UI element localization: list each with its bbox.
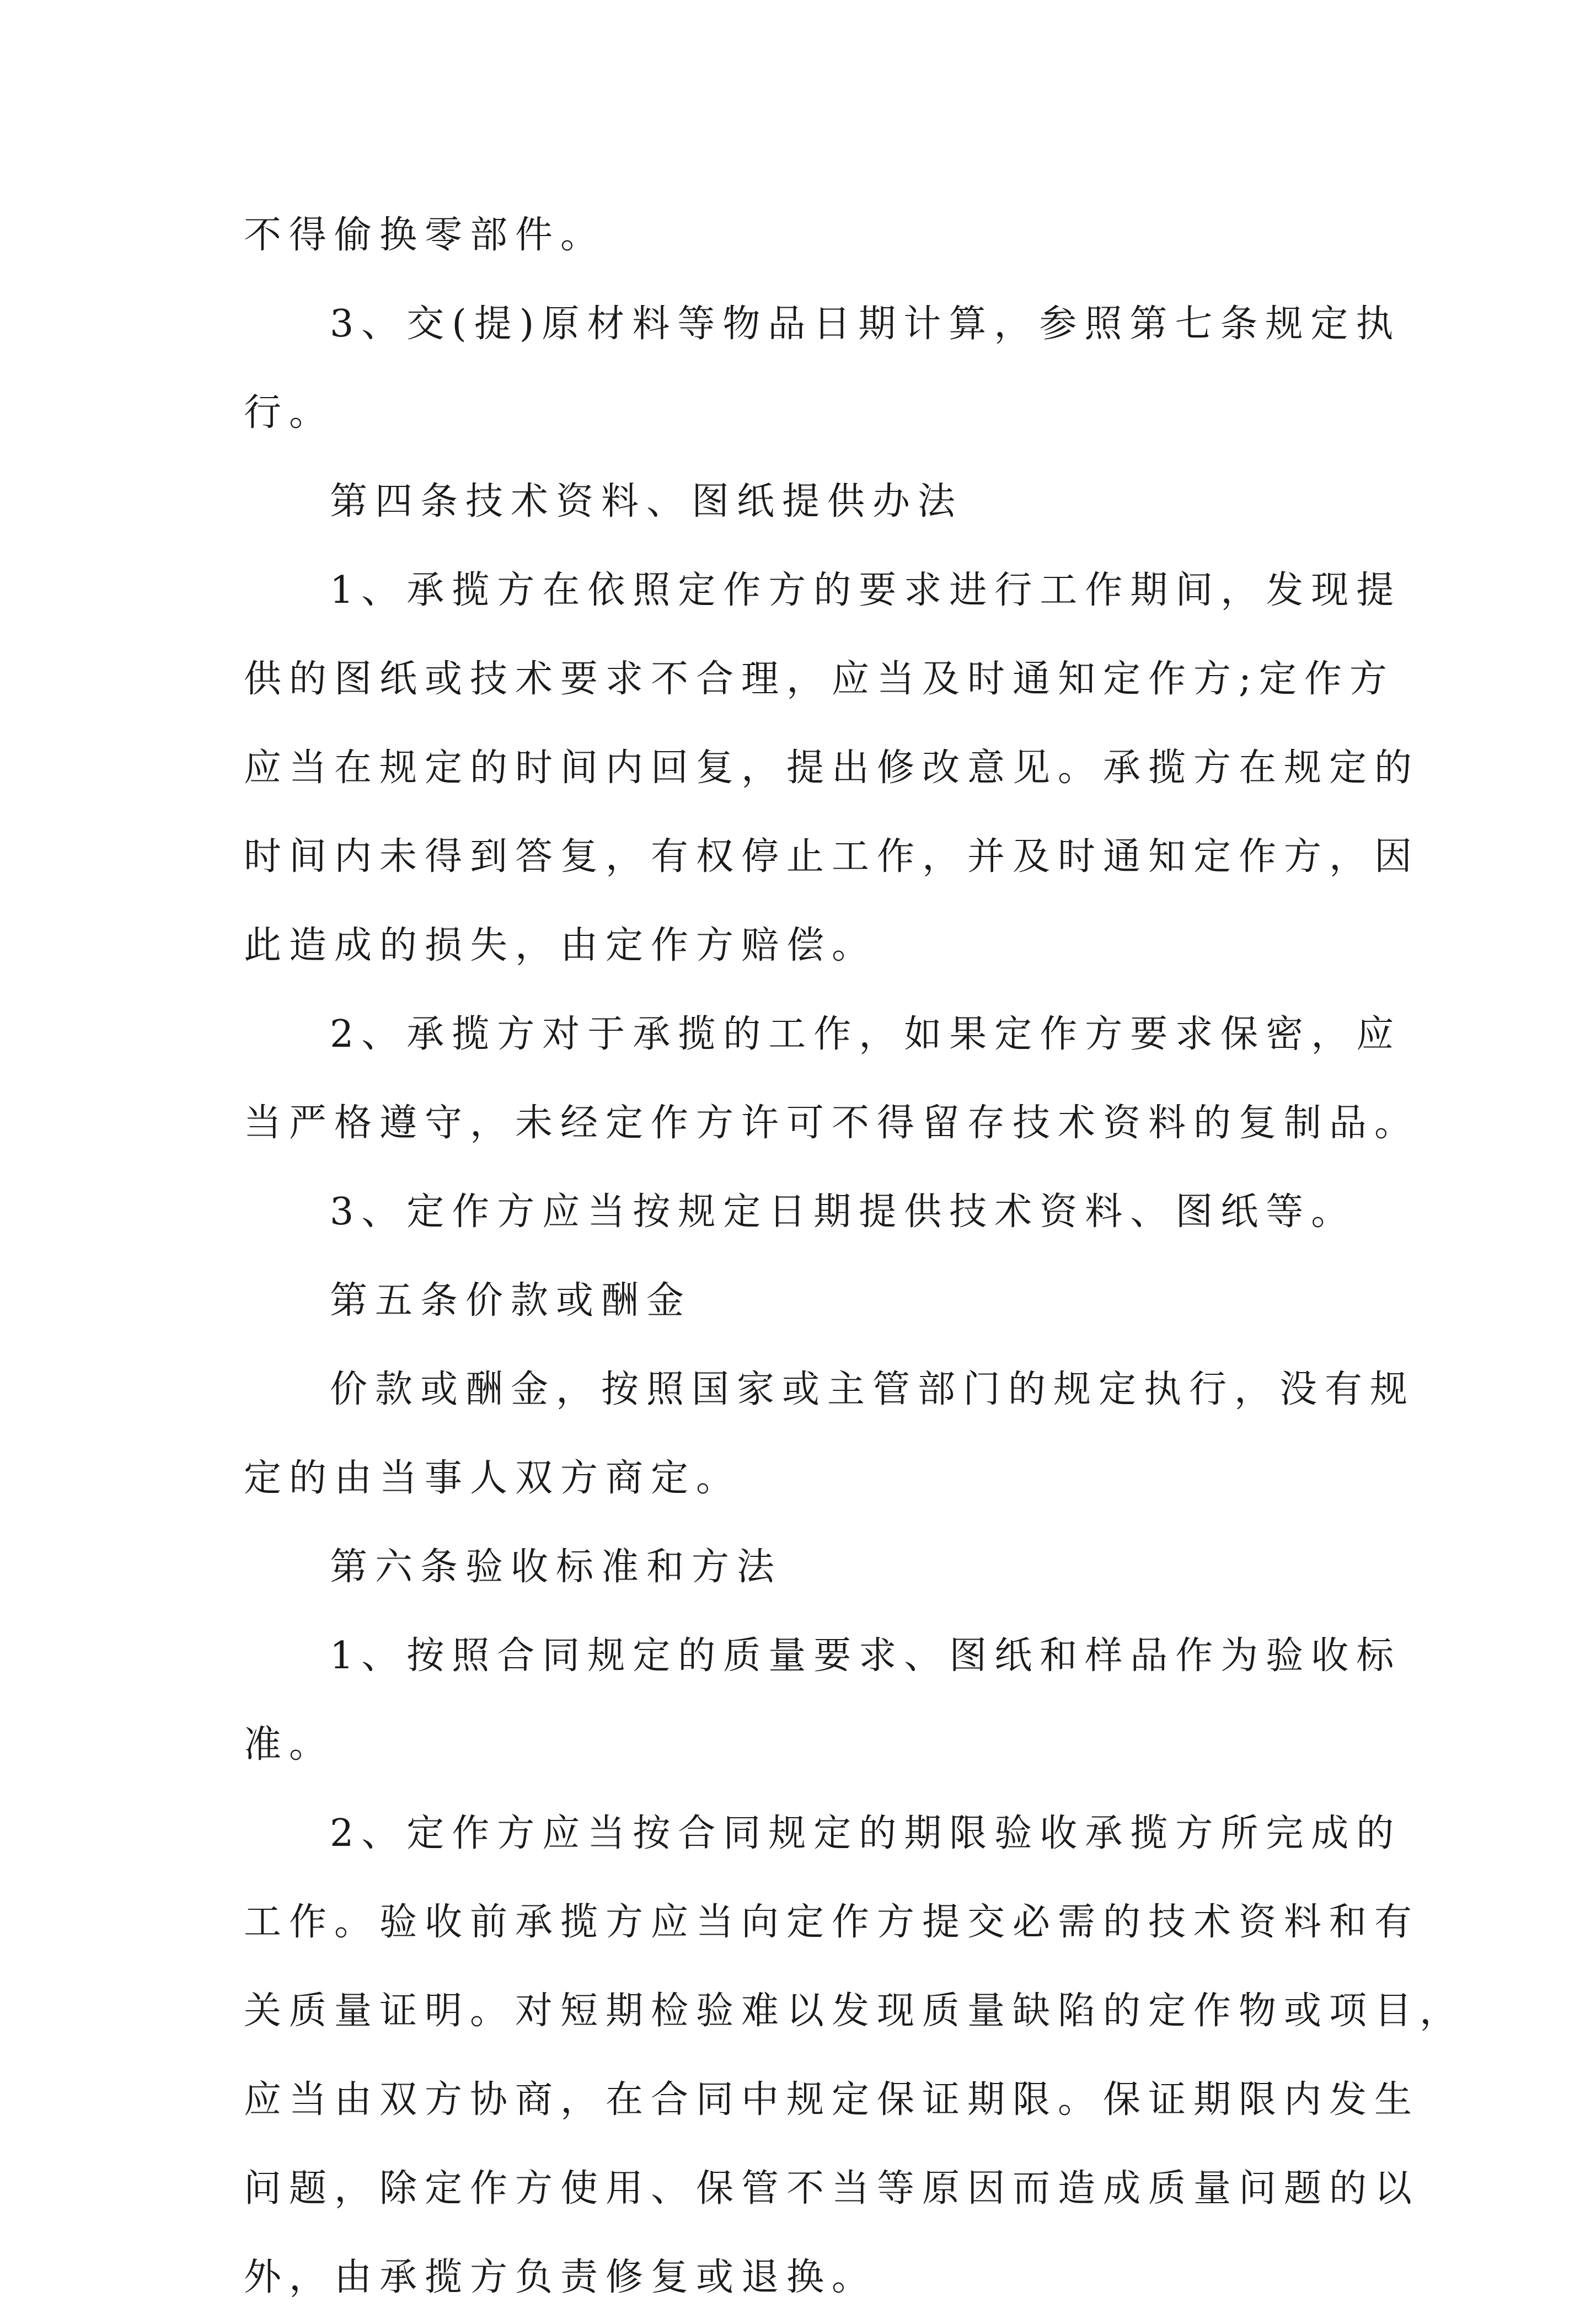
text-line: 价款或酬金，按照国家或主管部门的规定执行，没有规 <box>330 1368 1416 1411</box>
section-heading: 第五条价款或酬金 <box>330 1279 692 1322</box>
text-line: 2、定作方应当按合同规定的期限验收承揽方所完成的 <box>330 1812 1402 1855</box>
text-line: 应当由双方协商，在合同中规定保证期限。保证期限内发生 <box>244 2078 1420 2122</box>
text-line: 准。 <box>244 1723 335 1766</box>
text-line: 3、定作方应当按规定日期提供技术资料、图纸等。 <box>330 1190 1357 1234</box>
text-line: 时间内未得到答复，有权停止工作，并及时通知定作方，因 <box>244 835 1420 879</box>
text-line: 3、交(提)原材料等物品日期计算，参照第七条规定执 <box>330 302 1401 346</box>
section-heading: 第六条验收标准和方法 <box>330 1545 783 1589</box>
text-line: 问题，除定作方使用、保管不当等原因而造成质量问题的以 <box>244 2167 1420 2210</box>
text-line: 应当在规定的时间内回复，提出修改意见。承揽方在规定的 <box>244 746 1420 790</box>
text-line: 2、承揽方对于承揽的工作，如果定作方要求保密，应 <box>330 1013 1402 1056</box>
text-line: 1、承揽方在依照定作方的要求进行工作期间，发现提 <box>330 569 1402 612</box>
section-heading: 第四条技术资料、图纸提供办法 <box>330 480 963 523</box>
text-line: 工作。验收前承揽方应当向定作方提交必需的技术资料和有 <box>244 1900 1420 1944</box>
text-line: 不得偷换零部件。 <box>244 213 606 257</box>
text-line: 此造成的损失，由定作方赔偿。 <box>244 924 877 967</box>
text-line: 关质量证明。对短期检验难以发现质量缺陷的定作物或项目， <box>244 1989 1465 2033</box>
text-line: 当严格遵守，未经定作方许可不得留存技术资料的复制品。 <box>244 1101 1420 1145</box>
text-line: 外，由承揽方负责修复或退换。 <box>244 2256 877 2299</box>
text-line: 1、按照合同规定的质量要求、图纸和样品作为验收标 <box>330 1634 1402 1678</box>
text-line: 供的图纸或技术要求不合理，应当及时通知定作方;定作方 <box>244 657 1395 701</box>
text-line: 行。 <box>244 391 335 435</box>
text-line: 定的由当事人双方商定。 <box>244 1456 742 1500</box>
